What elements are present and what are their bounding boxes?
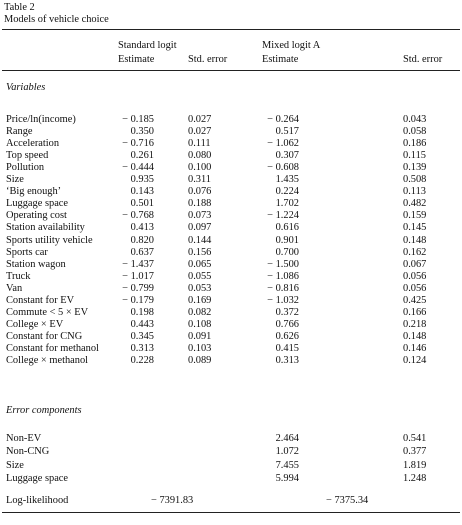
estimate-standard: 0.313 — [130, 343, 154, 354]
estimate-mixed: − 0.608 — [267, 162, 299, 173]
top-rule — [2, 29, 460, 30]
estimate-standard: 0.413 — [130, 222, 154, 233]
variable-name: Top speed — [6, 150, 49, 161]
stderr-standard: 0.169 — [188, 295, 212, 306]
stderr-standard: 0.076 — [188, 186, 212, 197]
loglik-mixed: − 7375.34 — [326, 495, 369, 506]
header-rule — [2, 70, 460, 71]
stderr-standard: 0.111 — [188, 138, 211, 149]
variable-name: Constant for EV — [6, 295, 75, 306]
estimate-standard: − 0.179 — [122, 295, 154, 306]
header-estimate-mixed: Estimate — [262, 54, 299, 65]
estimate-standard: − 0.185 — [122, 114, 154, 125]
estimate-mixed: − 0.816 — [267, 283, 299, 294]
estimate-standard: − 1.437 — [122, 259, 154, 270]
estimate-standard: − 0.444 — [122, 162, 154, 173]
stderr-standard: 0.073 — [188, 210, 212, 221]
estimate-standard: 0.143 — [130, 186, 154, 197]
stderr-mixed: 0.148 — [403, 235, 427, 246]
stderr-standard: 0.108 — [188, 319, 212, 330]
stderr-mixed: 0.186 — [403, 138, 427, 149]
stderr-mixed: 0.067 — [403, 259, 427, 270]
error-component-name: Size — [6, 460, 24, 471]
header-mixed-logit: Mixed logit A — [262, 40, 321, 51]
stderr-mixed: 0.056 — [403, 271, 427, 282]
stderr-standard: 0.103 — [188, 343, 212, 354]
stderr-standard: 0.311 — [188, 174, 211, 185]
stderr-mixed: 0.148 — [403, 331, 427, 342]
estimate-mixed: 1.435 — [275, 174, 299, 185]
header-stderr-mixed: Std. error — [403, 54, 443, 65]
stderr-mixed: 0.482 — [403, 198, 427, 209]
estimate-mixed: − 1.500 — [267, 259, 299, 270]
variable-name: Station wagon — [6, 259, 66, 270]
stderr-mixed: 0.056 — [403, 283, 427, 294]
estimate-standard: 0.820 — [130, 235, 154, 246]
estimate-standard: − 1.017 — [122, 271, 154, 282]
variable-name: Acceleration — [6, 138, 60, 149]
variable-name: Size — [6, 174, 24, 185]
stderr-standard: 0.097 — [188, 222, 212, 233]
estimate-mixed: 0.766 — [275, 319, 299, 330]
stderr-mixed: 0.425 — [403, 295, 427, 306]
stderr-standard: 0.027 — [188, 126, 212, 137]
estimate-mixed: 0.415 — [275, 343, 299, 354]
estimate-standard: 0.935 — [130, 174, 154, 185]
variable-name: Constant for CNG — [6, 331, 83, 342]
stderr-mixed: 0.043 — [403, 114, 427, 125]
stderr-mixed: 1.248 — [403, 473, 427, 484]
header-estimate-standard: Estimate — [118, 54, 155, 65]
stderr-mixed: 0.145 — [403, 222, 427, 233]
stderr-mixed: 0.218 — [403, 319, 427, 330]
estimate-standard: 0.443 — [130, 319, 154, 330]
estimate-standard: 0.345 — [130, 331, 154, 342]
estimate-standard: 0.261 — [130, 150, 154, 161]
estimate-mixed: 0.517 — [275, 126, 299, 137]
loglik-label: Log-likelihood — [6, 495, 69, 506]
estimate-mixed: 0.372 — [275, 307, 299, 318]
estimate-mixed: 5.994 — [275, 473, 299, 484]
loglik-standard: − 7391.83 — [151, 495, 194, 506]
stderr-mixed: 0.115 — [403, 150, 426, 161]
stderr-mixed: 0.124 — [403, 355, 427, 366]
stderr-mixed: 0.159 — [403, 210, 427, 221]
section-variables: Variables — [6, 82, 46, 93]
error-component-name: Non-EV — [6, 433, 42, 444]
estimate-mixed: − 1.224 — [267, 210, 299, 221]
stderr-mixed: 0.146 — [403, 343, 427, 354]
stderr-standard: 0.055 — [188, 271, 212, 282]
variable-name: Van — [6, 283, 23, 294]
variable-name: Range — [6, 126, 33, 137]
estimate-mixed: 0.307 — [275, 150, 299, 161]
stderr-mixed: 1.819 — [403, 460, 427, 471]
table-label: Table 2 — [4, 2, 35, 13]
stderr-mixed: 0.377 — [403, 446, 427, 457]
estimate-standard: − 0.768 — [122, 210, 154, 221]
variable-name: Price/ln(income) — [6, 114, 76, 125]
stderr-standard: 0.091 — [188, 331, 212, 342]
stderr-standard: 0.080 — [188, 150, 212, 161]
estimate-standard: 0.198 — [130, 307, 154, 318]
stderr-mixed: 0.166 — [403, 307, 427, 318]
variable-name: Luggage space — [6, 198, 69, 209]
stderr-standard: 0.144 — [188, 235, 212, 246]
estimate-mixed: 0.224 — [275, 186, 299, 197]
estimate-mixed: − 1.032 — [267, 295, 299, 306]
variable-name: Operating cost — [6, 210, 67, 221]
stderr-mixed: 0.508 — [403, 174, 427, 185]
estimate-standard: 0.350 — [130, 126, 154, 137]
error-component-name: Luggage space — [6, 473, 69, 484]
stderr-standard: 0.027 — [188, 114, 212, 125]
variable-name: Sports car — [6, 247, 48, 258]
stderr-standard: 0.082 — [188, 307, 212, 318]
estimate-mixed: 0.700 — [275, 247, 299, 258]
stderr-standard: 0.156 — [188, 247, 212, 258]
variable-name: College × methanol — [6, 355, 89, 366]
variable-name: Constant for methanol — [6, 343, 99, 354]
estimate-mixed: 2.464 — [275, 433, 299, 444]
header-standard-logit: Standard logit — [118, 40, 177, 51]
variable-name: Truck — [6, 271, 31, 282]
stderr-mixed: 0.162 — [403, 247, 427, 258]
estimate-standard: − 0.799 — [122, 283, 154, 294]
stderr-mixed: 0.113 — [403, 186, 426, 197]
estimate-standard: 0.228 — [130, 355, 154, 366]
estimate-standard: 0.501 — [130, 198, 154, 209]
estimate-mixed: 0.313 — [275, 355, 299, 366]
estimate-mixed: − 0.264 — [267, 114, 299, 125]
estimate-mixed: 1.702 — [275, 198, 299, 209]
stderr-mixed: 0.139 — [403, 162, 427, 173]
estimate-mixed: 7.455 — [275, 460, 299, 471]
header-stderr-standard: Std. error — [188, 54, 228, 65]
estimate-mixed: 0.901 — [275, 235, 299, 246]
variable-name: Pollution — [6, 162, 45, 173]
stderr-standard: 0.065 — [188, 259, 212, 270]
variable-name: Station availability — [6, 222, 85, 233]
error-component-name: Non-CNG — [6, 446, 50, 457]
stderr-standard: 0.089 — [188, 355, 212, 366]
section-error-components: Error components — [6, 405, 82, 416]
estimate-mixed: 0.626 — [275, 331, 299, 342]
bottom-rule — [2, 512, 460, 513]
stderr-mixed: 0.541 — [403, 433, 427, 444]
variable-name: College × EV — [6, 319, 64, 330]
variable-name: ‘Big enough’ — [6, 186, 62, 197]
estimate-mixed: 1.072 — [275, 446, 299, 457]
estimate-mixed: − 1.062 — [267, 138, 299, 149]
stderr-mixed: 0.058 — [403, 126, 427, 137]
stderr-standard: 0.188 — [188, 198, 212, 209]
variable-name: Commute < 5 × EV — [6, 307, 89, 318]
table-title: Models of vehicle choice — [4, 14, 109, 25]
estimate-mixed: − 1.086 — [267, 271, 299, 282]
estimate-standard: − 0.716 — [122, 138, 154, 149]
estimate-mixed: 0.616 — [275, 222, 299, 233]
variable-name: Sports utility vehicle — [6, 235, 93, 246]
stderr-standard: 0.100 — [188, 162, 212, 173]
estimate-standard: 0.637 — [130, 247, 154, 258]
stderr-standard: 0.053 — [188, 283, 212, 294]
